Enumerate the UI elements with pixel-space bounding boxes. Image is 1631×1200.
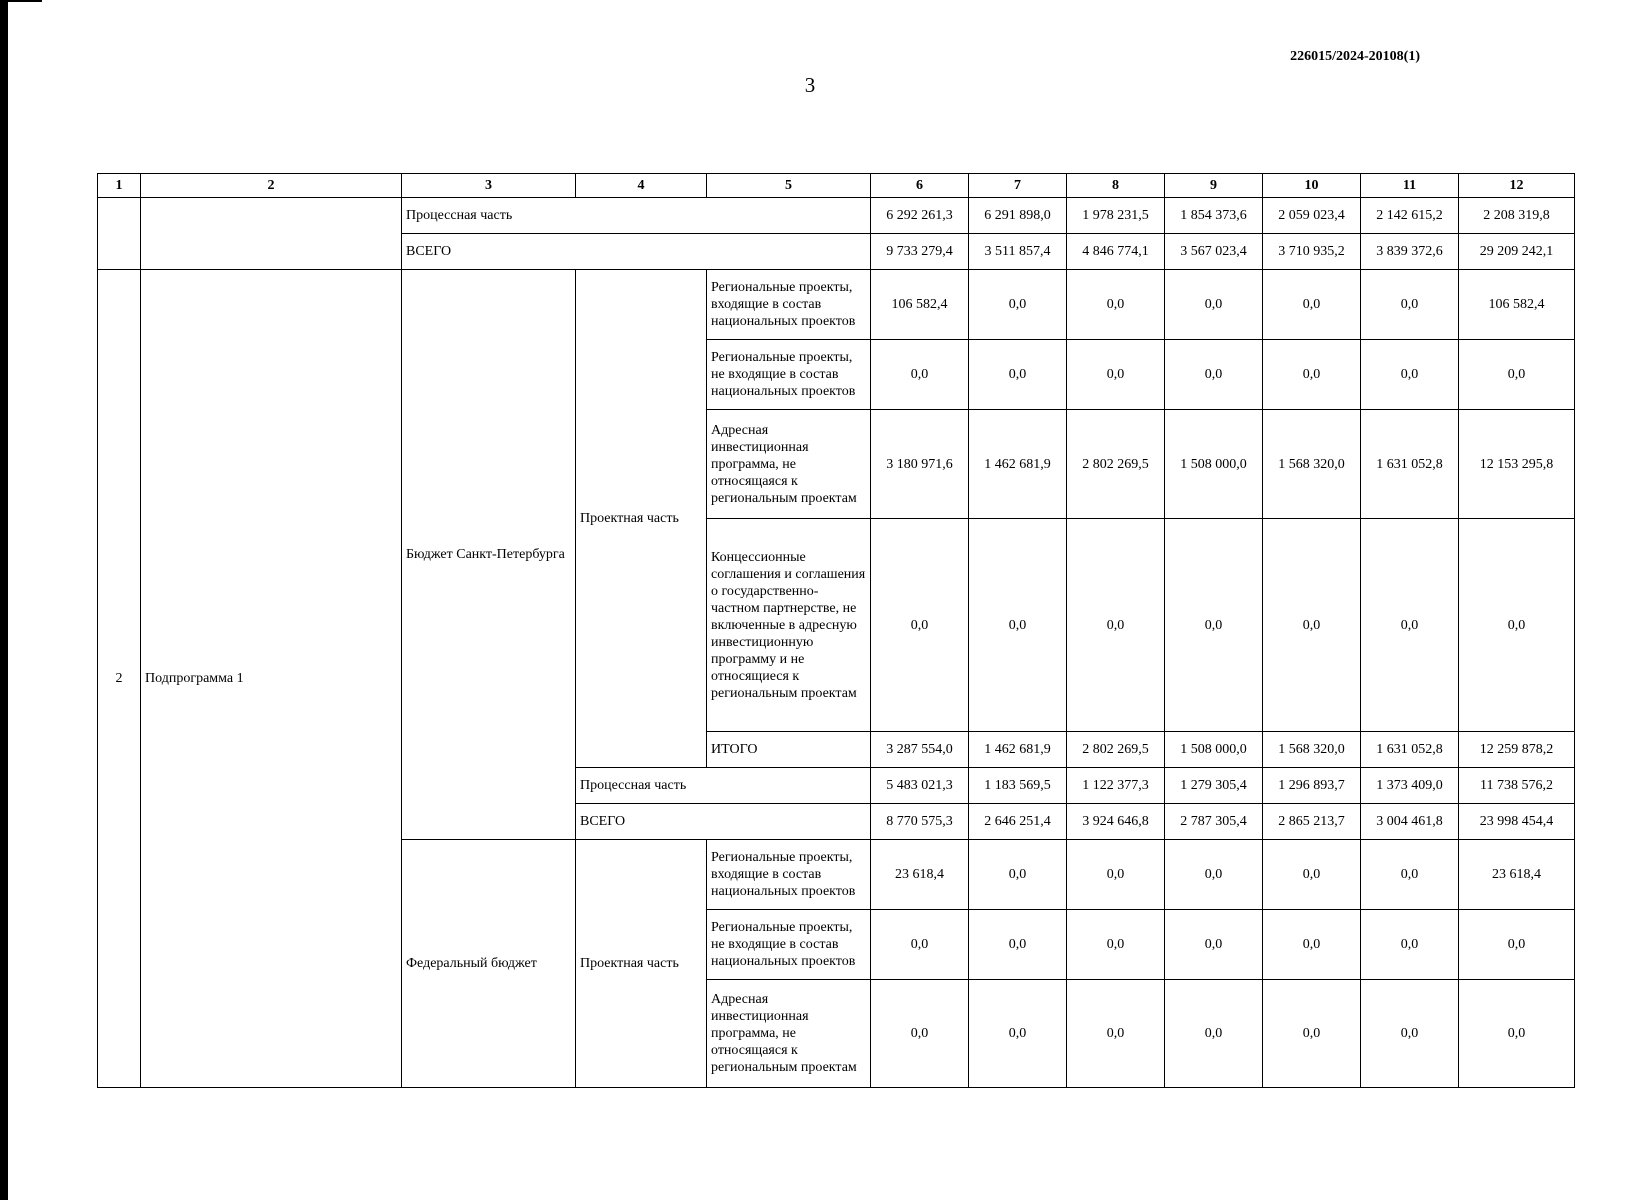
value-cell: 0,0	[1165, 519, 1263, 732]
row-label: Региональные проекты, не входящие в состав национальных проектов	[707, 340, 871, 410]
header-cell: 12	[1459, 174, 1575, 198]
value-cell: 0,0	[871, 910, 969, 980]
table-row	[98, 270, 1575, 340]
value-cell: 0,0	[1263, 270, 1361, 340]
header-cell: 9	[1165, 174, 1263, 198]
value-cell: 29 209 242,1	[1459, 234, 1575, 270]
value-cell: 1 183 569,5	[969, 768, 1067, 804]
budget-source: Бюджет Санкт-Петербурга	[402, 270, 576, 840]
row-label: Региональные проекты, входящие в состав национальных проектов	[707, 840, 871, 910]
value-cell: 0,0	[969, 519, 1067, 732]
value-cell: 0,0	[1067, 980, 1165, 1088]
value-cell: 0,0	[871, 340, 969, 410]
value-cell: 0,0	[1067, 519, 1165, 732]
value-cell: 23 618,4	[1459, 840, 1575, 910]
value-cell: 0,0	[969, 980, 1067, 1088]
value-cell: 3 511 857,4	[969, 234, 1067, 270]
value-cell: 0,0	[1165, 910, 1263, 980]
value-cell: 6 291 898,0	[969, 198, 1067, 234]
row-label: Процессная часть	[576, 768, 871, 804]
value-cell: 3 924 646,8	[1067, 804, 1165, 840]
value-cell: 23 618,4	[871, 840, 969, 910]
value-cell: 2 802 269,5	[1067, 410, 1165, 519]
subprogram-name: Подпрограмма 1	[141, 270, 402, 1088]
value-cell: 0,0	[1361, 980, 1459, 1088]
value-cell: 0,0	[1361, 910, 1459, 980]
value-cell: 0,0	[1165, 270, 1263, 340]
value-cell: 3 287 554,0	[871, 732, 969, 768]
value-cell: 106 582,4	[1459, 270, 1575, 340]
value-cell: 12 153 295,8	[1459, 410, 1575, 519]
value-cell: 0,0	[1361, 840, 1459, 910]
value-cell: 0,0	[1361, 340, 1459, 410]
value-cell: 0,0	[1067, 910, 1165, 980]
value-cell: 0,0	[1263, 519, 1361, 732]
empty-cell	[141, 198, 402, 270]
value-cell: 1 568 320,0	[1263, 732, 1361, 768]
value-cell: 2 142 615,2	[1361, 198, 1459, 234]
value-cell: 0,0	[871, 519, 969, 732]
value-cell: 2 865 213,7	[1263, 804, 1361, 840]
value-cell: 1 631 052,8	[1361, 410, 1459, 519]
value-cell: 2 059 023,4	[1263, 198, 1361, 234]
value-cell: 0,0	[1459, 980, 1575, 1088]
value-cell: 2 787 305,4	[1165, 804, 1263, 840]
value-cell: 12 259 878,2	[1459, 732, 1575, 768]
row-label: Процессная часть	[402, 198, 871, 234]
row-label: ИТОГО	[707, 732, 871, 768]
scan-mark	[0, 0, 42, 2]
value-cell: 0,0	[1459, 519, 1575, 732]
project-part-label: Проектная часть	[576, 840, 707, 1088]
row-label: Региональные проекты, не входящие в состав национальных проектов	[707, 910, 871, 980]
budget-table	[97, 173, 1575, 1088]
value-cell: 3 180 971,6	[871, 410, 969, 519]
project-part-label: Проектная часть	[576, 270, 707, 768]
value-cell: 1 462 681,9	[969, 410, 1067, 519]
header-cell: 6	[871, 174, 969, 198]
value-cell: 3 004 461,8	[1361, 804, 1459, 840]
value-cell: 0,0	[1263, 910, 1361, 980]
page-number: 3	[804, 73, 816, 97]
row-label: Концессионные соглашения и соглашения о государственно-частном партнерстве, не включенные в адресную инвестиционную программу и не относящиеся к региональным проектам	[707, 519, 871, 732]
value-cell: 1 122 377,3	[1067, 768, 1165, 804]
value-cell: 1 296 893,7	[1263, 768, 1361, 804]
value-cell: 0,0	[1263, 980, 1361, 1088]
value-cell: 0,0	[969, 910, 1067, 980]
row-number: 2	[98, 270, 141, 1088]
value-cell: 0,0	[871, 980, 969, 1088]
document-number: 226015/2024-20108(1)	[1290, 49, 1420, 64]
value-cell: 1 508 000,0	[1165, 732, 1263, 768]
value-cell: 0,0	[1067, 840, 1165, 910]
value-cell: 0,0	[1361, 519, 1459, 732]
value-cell: 0,0	[1361, 270, 1459, 340]
value-cell: 106 582,4	[871, 270, 969, 340]
value-cell: 3 839 372,6	[1361, 234, 1459, 270]
value-cell: 1 373 409,0	[1361, 768, 1459, 804]
value-cell: 1 978 231,5	[1067, 198, 1165, 234]
header-cell: 8	[1067, 174, 1165, 198]
header-cell: 1	[98, 174, 141, 198]
table-row	[98, 198, 1575, 234]
value-cell: 0,0	[1165, 840, 1263, 910]
value-cell: 11 738 576,2	[1459, 768, 1575, 804]
budget-source: Федеральный бюджет	[402, 840, 576, 1088]
header-cell: 2	[141, 174, 402, 198]
value-cell: 2 208 319,8	[1459, 198, 1575, 234]
header-cell: 3	[402, 174, 576, 198]
value-cell: 23 998 454,4	[1459, 804, 1575, 840]
value-cell: 9 733 279,4	[871, 234, 969, 270]
scan-edge	[0, 0, 8, 1200]
value-cell: 0,0	[1067, 340, 1165, 410]
value-cell: 1 462 681,9	[969, 732, 1067, 768]
value-cell: 8 770 575,3	[871, 804, 969, 840]
value-cell: 3 567 023,4	[1165, 234, 1263, 270]
value-cell: 0,0	[1263, 840, 1361, 910]
value-cell: 6 292 261,3	[871, 198, 969, 234]
header-row	[98, 174, 1575, 198]
header-cell: 11	[1361, 174, 1459, 198]
value-cell: 4 846 774,1	[1067, 234, 1165, 270]
value-cell: 1 854 373,6	[1165, 198, 1263, 234]
value-cell: 1 508 000,0	[1165, 410, 1263, 519]
row-label: Адресная инвестиционная программа, не относящаяся к региональным проектам	[707, 410, 871, 519]
value-cell: 1 631 052,8	[1361, 732, 1459, 768]
value-cell: 2 646 251,4	[969, 804, 1067, 840]
empty-cell	[98, 198, 141, 270]
value-cell: 2 802 269,5	[1067, 732, 1165, 768]
row-label: Адресная инвестиционная программа, не относящаяся к региональным проектам	[707, 980, 871, 1088]
header-cell: 5	[707, 174, 871, 198]
value-cell: 0,0	[1165, 980, 1263, 1088]
header-cell: 10	[1263, 174, 1361, 198]
value-cell: 0,0	[1459, 340, 1575, 410]
row-label: ВСЕГО	[576, 804, 871, 840]
value-cell: 0,0	[1165, 340, 1263, 410]
header-cell: 4	[576, 174, 707, 198]
value-cell: 0,0	[1263, 340, 1361, 410]
row-label: Региональные проекты, входящие в состав национальных проектов	[707, 270, 871, 340]
value-cell: 0,0	[969, 840, 1067, 910]
value-cell: 0,0	[969, 270, 1067, 340]
value-cell: 1 568 320,0	[1263, 410, 1361, 519]
value-cell: 0,0	[969, 340, 1067, 410]
value-cell: 5 483 021,3	[871, 768, 969, 804]
header-cell: 7	[969, 174, 1067, 198]
value-cell: 1 279 305,4	[1165, 768, 1263, 804]
value-cell: 0,0	[1067, 270, 1165, 340]
value-cell: 0,0	[1459, 910, 1575, 980]
row-label: ВСЕГО	[402, 234, 871, 270]
value-cell: 3 710 935,2	[1263, 234, 1361, 270]
